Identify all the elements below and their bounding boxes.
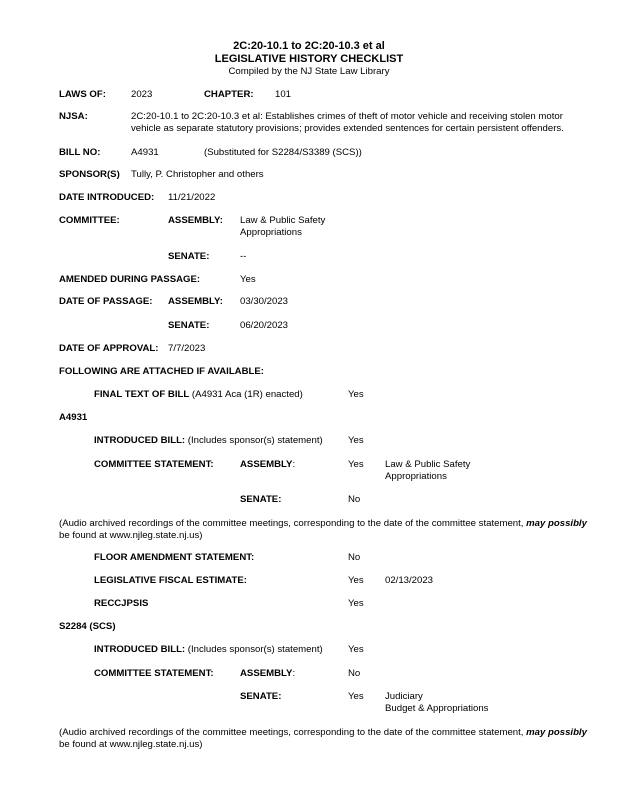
a4931-assembly-value: Yes [348, 459, 364, 470]
fiscal-estimate-value: Yes [348, 575, 364, 586]
a4931-assembly-label: ASSEMBLY [240, 459, 293, 470]
passage-senate-label: SENATE: [168, 320, 210, 331]
s2284-introduced-label: INTRODUCED BILL: [94, 644, 186, 655]
committee-assembly-line-1: Law & Public Safety [240, 215, 326, 226]
a4931-introduced-label: INTRODUCED BILL: [94, 435, 186, 446]
a4931-introduced-row [94, 435, 323, 447]
bill-no-label: BILL NO: [59, 147, 101, 158]
a4931-committee-statement-label: COMMITTEE STATEMENT: [94, 459, 214, 470]
date-introduced-value: 11/21/2022 [168, 192, 216, 203]
s2284-introduced-detail: (Includes sponsor(s) statement) [185, 644, 323, 655]
chapter-value: 101 [275, 89, 292, 100]
laws-of-label: LAWS OF: [59, 89, 106, 100]
final-text-value: Yes [348, 389, 364, 400]
s2284-assembly-colon: : [292, 668, 296, 679]
a4931-assembly-colon: : [292, 459, 296, 470]
date-of-approval-value: 7/7/2023 [168, 343, 206, 354]
audio-note-1-emphasis: may possibly [526, 518, 587, 529]
committee-senate-label: SENATE: [168, 251, 210, 262]
njsa-label: NJSA: [59, 111, 88, 122]
njsa-line-2: vehicle as separate statutory provisions; provides extended sentences for certain persistent offenders. [131, 123, 564, 134]
committee-assembly-label: ASSEMBLY: [168, 215, 223, 226]
a4931-heading: A4931 [59, 412, 88, 423]
a4931-senate-value: No [348, 494, 361, 505]
passage-assembly-label: ASSEMBLY: [168, 296, 223, 307]
s2284-senate-value: Yes [348, 691, 364, 702]
document-subtitle: LEGISLATIVE HISTORY CHECKLIST [214, 53, 404, 65]
floor-amendment-label: FLOOR AMENDMENT STATEMENT: [94, 552, 255, 563]
amended-label: AMENDED DURING PASSAGE: [59, 274, 201, 285]
bill-no-note: (Substituted for S2284/S3389 (SCS)) [204, 147, 362, 158]
s2284-senate-committee-line-1: Judiciary [385, 691, 423, 702]
audio-note-1-line-2: be found at www.njleg.state.nj.us) [59, 530, 203, 541]
audio-note-1-text: (Audio archived recordings of the committee meetings, corresponding to the date of the committee statement, [59, 518, 527, 529]
a4931-senate-label: SENATE: [240, 494, 282, 505]
chapter-label: CHAPTER: [204, 89, 254, 100]
committee-senate-value: -- [240, 251, 247, 262]
s2284-introduced-value: Yes [348, 644, 364, 655]
final-text-row [94, 389, 303, 401]
passage-senate-value: 06/20/2023 [240, 320, 289, 331]
committee-label: COMMITTEE: [59, 215, 120, 226]
compiled-by: Compiled by the NJ State Law Library [228, 66, 390, 77]
s2284-senate-committee-line-2: Budget & Appropriations [385, 703, 489, 714]
bill-no-value: A4931 [131, 147, 159, 158]
final-text-detail: (A4931 Aca (1R) enacted) [189, 389, 303, 400]
s2284-assembly-row [240, 668, 295, 680]
date-of-approval-label: DATE OF APPROVAL: [59, 343, 159, 354]
committee-assembly-line-2: Appropriations [240, 227, 302, 238]
amended-value: Yes [240, 274, 256, 285]
reccjpsis-value: Yes [348, 598, 364, 609]
a4931-introduced-value: Yes [348, 435, 364, 446]
audio-note-1-line-1 [59, 518, 587, 530]
a4931-assembly-committee-line-1: Law & Public Safety [385, 459, 471, 470]
audio-note-2-line-1 [59, 727, 587, 739]
a4931-assembly-committee-line-2: Appropriations [385, 471, 447, 482]
sponsors-value: Tully, P. Christopher and others [131, 169, 264, 180]
sponsors-label: SPONSOR(S) [59, 169, 120, 180]
a4931-introduced-detail: (Includes sponsor(s) statement) [185, 435, 323, 446]
s2284-committee-statement-label: COMMITTEE STATEMENT: [94, 668, 214, 679]
s2284-assembly-value: No [348, 668, 361, 679]
audio-note-2-line-2: be found at www.njleg.state.nj.us) [59, 739, 203, 750]
fiscal-estimate-label: LEGISLATIVE FISCAL ESTIMATE: [94, 575, 247, 586]
njsa-line-1: 2C:20-10.1 to 2C:20-10.3 et al: Establishes crimes of theft of motor vehicle and receiving stolen motor [131, 111, 563, 122]
reccjpsis-label: RECCJPSIS [94, 598, 149, 609]
s2284-senate-label: SENATE: [240, 691, 282, 702]
laws-of-value: 2023 [131, 89, 153, 100]
a4931-assembly-row [240, 459, 295, 471]
fiscal-estimate-date: 02/13/2023 [385, 575, 434, 586]
s2284-assembly-label: ASSEMBLY [240, 668, 293, 679]
document-title: 2C:20-10.1 to 2C:20-10.3 et al [233, 40, 385, 52]
date-introduced-label: DATE INTRODUCED: [59, 192, 155, 203]
following-label: FOLLOWING ARE ATTACHED IF AVAILABLE: [59, 366, 264, 377]
date-of-passage-label: DATE OF PASSAGE: [59, 296, 153, 307]
final-text-label: FINAL TEXT OF BILL [94, 389, 190, 400]
audio-note-2-emphasis: may possibly [526, 727, 587, 738]
s2284-introduced-row [94, 644, 323, 656]
audio-note-2-text: (Audio archived recordings of the committee meetings, corresponding to the date of the committee statement, [59, 727, 527, 738]
passage-assembly-value: 03/30/2023 [240, 296, 289, 307]
floor-amendment-value: No [348, 552, 361, 563]
s2284-heading: S2284 (SCS) [59, 621, 116, 632]
